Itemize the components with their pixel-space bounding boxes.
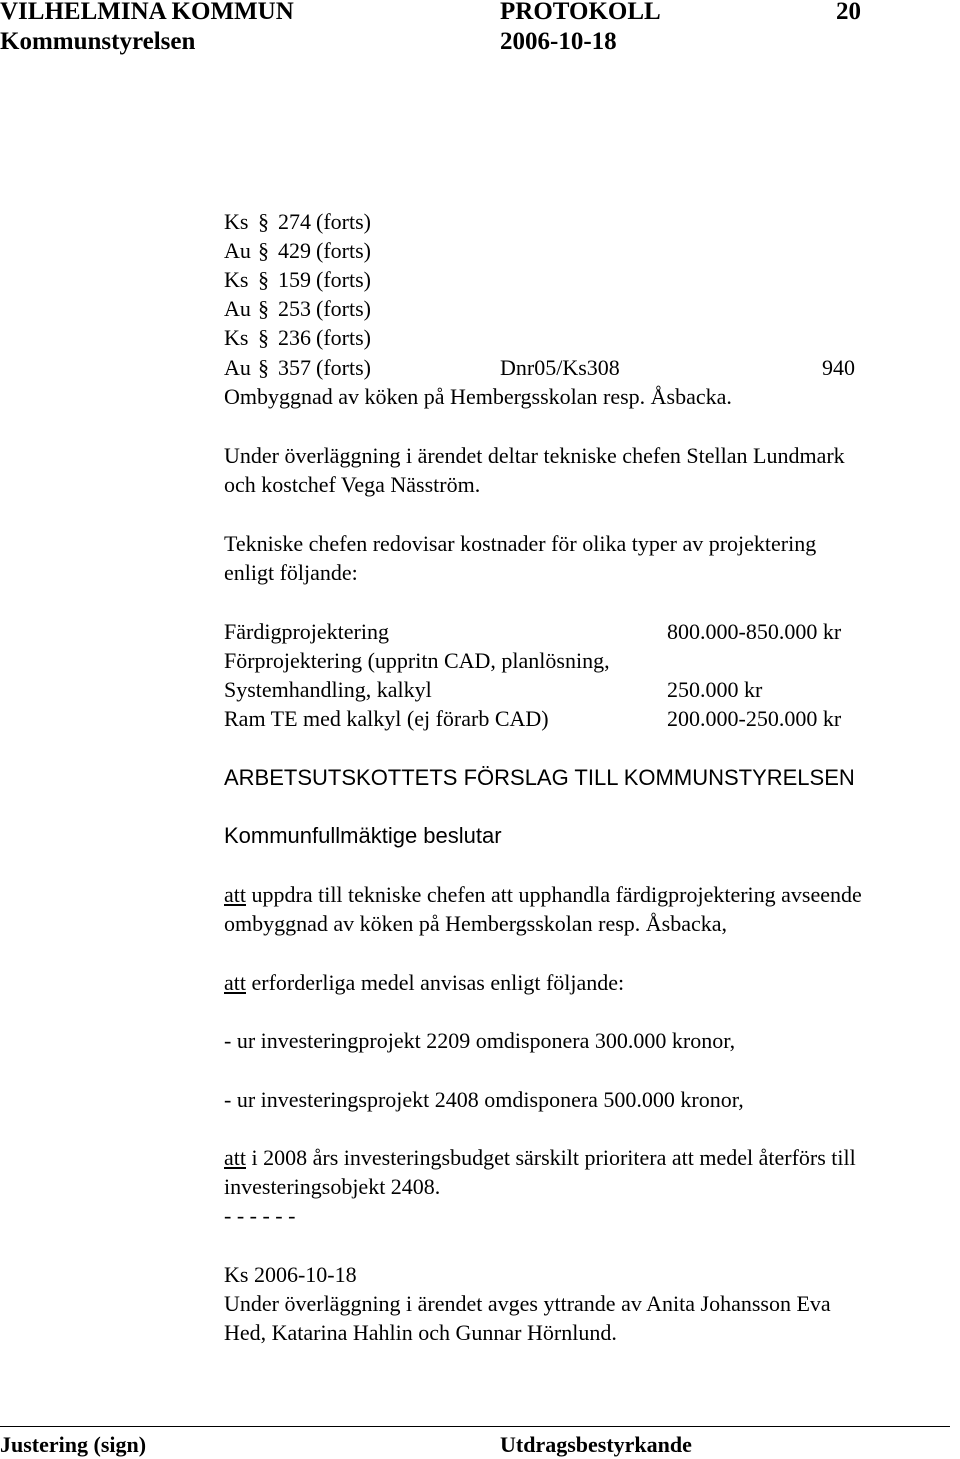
paragraph-line: Hed, Katarina Hahlin och Gunnar Hörnlund. xyxy=(224,1320,617,1345)
paragraph-line: Tekniske chefen redovisar kostnader för olika typer av projektering xyxy=(224,531,817,556)
reference-number: 429 xyxy=(278,238,311,263)
reference-suffix: (forts) xyxy=(316,209,371,234)
proposal-heading: ARBETSUTSKOTTETS FÖRSLAG TILL KOMMUNSTYRELSEN xyxy=(224,765,855,790)
subject-line: Ombyggnad av köken på Hembergsskolan resp. Åsbacka. xyxy=(224,384,732,409)
reference-suffix: (forts) xyxy=(316,238,371,263)
separator-dashes: - - - - - - xyxy=(224,1203,296,1228)
extract-certified-label: Utdragsbestyrkande xyxy=(500,1432,692,1457)
reference-prefix: Au xyxy=(224,296,251,321)
cost-label: Förprojektering (uppritn CAD, planlösning, xyxy=(224,648,610,673)
reference-section-sign: § xyxy=(258,267,269,292)
cost-value: 800.000-850.000 kr xyxy=(667,619,842,644)
decision-intro: Kommunfullmäktige beslutar xyxy=(224,823,502,848)
page-number: 20 xyxy=(836,0,861,25)
paragraph-line: och kostchef Vega Näsström. xyxy=(224,472,481,497)
reference-suffix: (forts) xyxy=(316,355,371,380)
cost-label: Färdigprojektering xyxy=(224,619,389,644)
funding-item: - ur investeringprojekt 2209 omdisponera 300.000 kronor, xyxy=(224,1028,736,1053)
municipality-name: VILHELMINA KOMMUN xyxy=(0,0,294,25)
cost-label: Ram TE med kalkyl (ej förarb CAD) xyxy=(224,706,549,731)
reference-section-sign: § xyxy=(258,325,269,350)
reference-prefix: Au xyxy=(224,238,251,263)
decision-text: investeringsobjekt 2408. xyxy=(224,1174,441,1199)
reference-suffix: (forts) xyxy=(316,325,371,350)
decision-item xyxy=(224,1143,856,1172)
reference-suffix: (forts) xyxy=(316,296,371,321)
diary-number: Dnr05/Ks308 xyxy=(500,355,620,380)
reference-section-sign: § xyxy=(258,209,269,234)
reference-prefix: Au xyxy=(224,355,251,380)
reference-number: 274 xyxy=(278,209,311,234)
reference-section-sign: § xyxy=(258,355,269,380)
decision-item xyxy=(224,880,862,909)
reference-prefix: Ks xyxy=(224,267,249,292)
reference-section-sign: § xyxy=(258,296,269,321)
reference-suffix: (forts) xyxy=(316,267,371,292)
att-marker: att xyxy=(224,882,246,907)
funding-item: - ur investeringsprojekt 2408 omdisponera 500.000 kronor, xyxy=(224,1087,744,1112)
paragraph-line: Under överläggning i ärendet avges yttrande av Anita Johansson Eva xyxy=(224,1291,831,1316)
decision-text: erforderliga medel anvisas enligt följande: xyxy=(246,970,625,995)
decision-item xyxy=(224,968,624,997)
decision-text: ombyggnad av köken på Hembergsskolan resp. Åsbacka, xyxy=(224,911,728,936)
decision-text: uppdra till tekniske chefen att upphandla färdigprojektering avseende xyxy=(246,882,862,907)
paragraph-number: 940 xyxy=(822,355,855,380)
document-type: PROTOKOLL xyxy=(500,0,661,25)
reference-prefix: Ks xyxy=(224,209,249,234)
reference-number: 159 xyxy=(278,267,311,292)
att-marker: att xyxy=(224,1145,246,1170)
meeting-date: 2006-10-18 xyxy=(500,28,617,55)
paragraph-line: Under överläggning i ärendet deltar tekniske chefen Stellan Lundmark xyxy=(224,443,845,468)
reference-number: 253 xyxy=(278,296,311,321)
reference-section-sign: § xyxy=(258,238,269,263)
reference-number: 236 xyxy=(278,325,311,350)
cost-value: 200.000-250.000 kr xyxy=(667,706,842,731)
cost-value: 250.000 kr xyxy=(667,677,763,702)
meeting-reference: Ks 2006-10-18 xyxy=(224,1262,357,1287)
decision-text: i 2008 års investeringsbudget särskilt prioritera att medel återförs till xyxy=(246,1145,856,1170)
att-marker: att xyxy=(224,970,246,995)
footer-rule xyxy=(0,1426,950,1427)
paragraph-line: enligt följande: xyxy=(224,560,358,585)
signature-label: Justering (sign) xyxy=(0,1432,147,1457)
reference-prefix: Ks xyxy=(224,325,249,350)
cost-label: Systemhandling, kalkyl xyxy=(224,677,432,702)
committee-name: Kommunstyrelsen xyxy=(0,28,196,55)
reference-number: 357 xyxy=(278,355,311,380)
